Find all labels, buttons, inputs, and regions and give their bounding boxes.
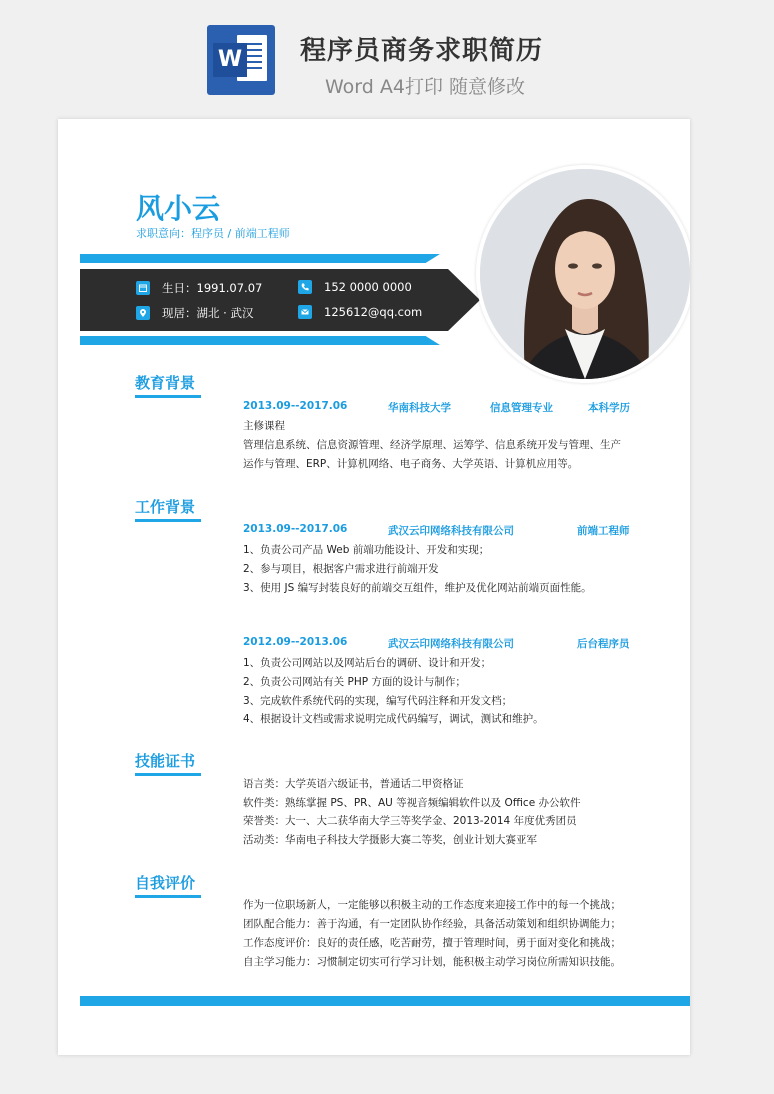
job-company: 武汉云印网络科技有限公司 bbox=[388, 638, 514, 650]
job-duty-line: 4、根据设计文档或需求说明完成代码编写，调试，测试和维护。 bbox=[243, 713, 544, 725]
skills-underline bbox=[135, 773, 201, 776]
job-role: 后台程序员 bbox=[577, 638, 630, 650]
email-item bbox=[298, 305, 422, 319]
word-document-icon bbox=[207, 25, 275, 95]
accent-stripe-bottom bbox=[80, 336, 440, 345]
resume-page bbox=[58, 119, 690, 1055]
phone-icon bbox=[298, 280, 312, 294]
education-title: 教育背景 bbox=[135, 374, 196, 392]
job-duty-line: 3、完成软件系统代码的实现，编写代码注释和开发文档； bbox=[243, 695, 513, 707]
education-underline bbox=[135, 395, 201, 398]
location-text: 现居：湖北 · 武汉 bbox=[162, 306, 254, 320]
job-company: 武汉云印网络科技有限公司 bbox=[388, 525, 514, 537]
footer-accent-bar bbox=[80, 996, 690, 1006]
education-line: 管理信息系统、信息资源管理、经济学原理、运筹学、信息系统开发与管理、生产 bbox=[243, 439, 621, 451]
word-letter: W bbox=[213, 43, 247, 77]
job-intent: 求职意向：程序员 / 前端工程师 bbox=[136, 227, 290, 240]
candidate-name: 风小云 bbox=[136, 192, 221, 225]
self-eval-line: 工作态度评价：良好的责任感，吃苦耐劳，擅于管理时间，勇于面对变化和挑战； bbox=[243, 937, 621, 949]
birthday-text: 生日：1991.07.07 bbox=[162, 281, 263, 295]
job-duty-line: 3、使用 JS 编写封装良好的前端交互组件，维护及优化网站前端页面性能。 bbox=[243, 582, 592, 594]
phone-text: 152 0000 0000 bbox=[324, 280, 412, 294]
skill-line: 软件类：熟练掌握 PS、PR、AU 等视音频编辑软件以及 Office 办公软件 bbox=[243, 797, 581, 809]
skill-line: 荣誉类：大一、大二获华南大学三等奖学金、2013-2014 年度优秀团员 bbox=[243, 815, 577, 827]
work-underline bbox=[135, 519, 201, 522]
job-duty-line: 2、负责公司网站有关 PHP 方面的设计与制作； bbox=[243, 676, 466, 688]
email-icon bbox=[298, 305, 312, 319]
header-banner bbox=[0, 0, 774, 112]
education-major: 信息管理专业 bbox=[490, 402, 553, 414]
location-item bbox=[136, 305, 253, 321]
education-period: 2013.09--2017.06 bbox=[243, 400, 348, 412]
skill-line: 活动类：华南电子科技大学摄影大赛二等奖，创业计划大赛亚军 bbox=[243, 834, 537, 846]
job-duty-line: 1、负责公司网站以及网站后台的调研、设计和开发； bbox=[243, 657, 492, 669]
birthday-item bbox=[136, 280, 262, 296]
self-eval-line: 自主学习能力：习惯制定切实可行学习计划，能积极主动学习岗位所需知识技能。 bbox=[243, 956, 621, 968]
calendar-icon bbox=[136, 281, 150, 295]
work-title: 工作背景 bbox=[135, 498, 196, 516]
education-degree: 本科学历 bbox=[588, 402, 630, 414]
education-line: 主修课程 bbox=[243, 420, 285, 432]
banner-title: 程序员商务求职简历 bbox=[300, 36, 544, 66]
skills-title: 技能证书 bbox=[135, 752, 196, 770]
self-eval-line: 团队配合能力：善于沟通，有一定团队协作经验，具备活动策划和组织协调能力； bbox=[243, 918, 621, 930]
education-school: 华南科技大学 bbox=[388, 402, 451, 414]
job-role: 前端工程师 bbox=[577, 525, 630, 537]
accent-stripe-top bbox=[80, 254, 440, 263]
self-eval-underline bbox=[135, 895, 201, 898]
banner-subtitle: Word A4打印 随意修改 bbox=[325, 76, 526, 98]
self-eval-line: 作为一位职场新人，一定能够以积极主动的工作态度来迎接工作中的每一个挑战； bbox=[243, 899, 621, 911]
skill-line: 语言类：大学英语六级证书，普通话二甲资格证 bbox=[243, 778, 464, 790]
self-eval-title: 自我评价 bbox=[135, 874, 196, 892]
phone-item bbox=[298, 280, 412, 294]
job-period: 2013.09--2017.06 bbox=[243, 523, 348, 535]
personal-info-band bbox=[80, 269, 480, 331]
profile-photo bbox=[476, 165, 690, 383]
job-period: 2012.09--2013.06 bbox=[243, 636, 348, 648]
job-duty-line: 1、负责公司产品 Web 前端功能设计、开发和实现； bbox=[243, 544, 490, 556]
email-text: 125612@qq.com bbox=[324, 305, 423, 319]
job-duty-line: 2、参与项目，根据客户需求进行前端开发 bbox=[243, 563, 439, 575]
location-pin-icon bbox=[136, 306, 150, 320]
education-line: 运作与管理、ERP、计算机网络、电子商务、大学英语、计算机应用等。 bbox=[243, 458, 579, 470]
